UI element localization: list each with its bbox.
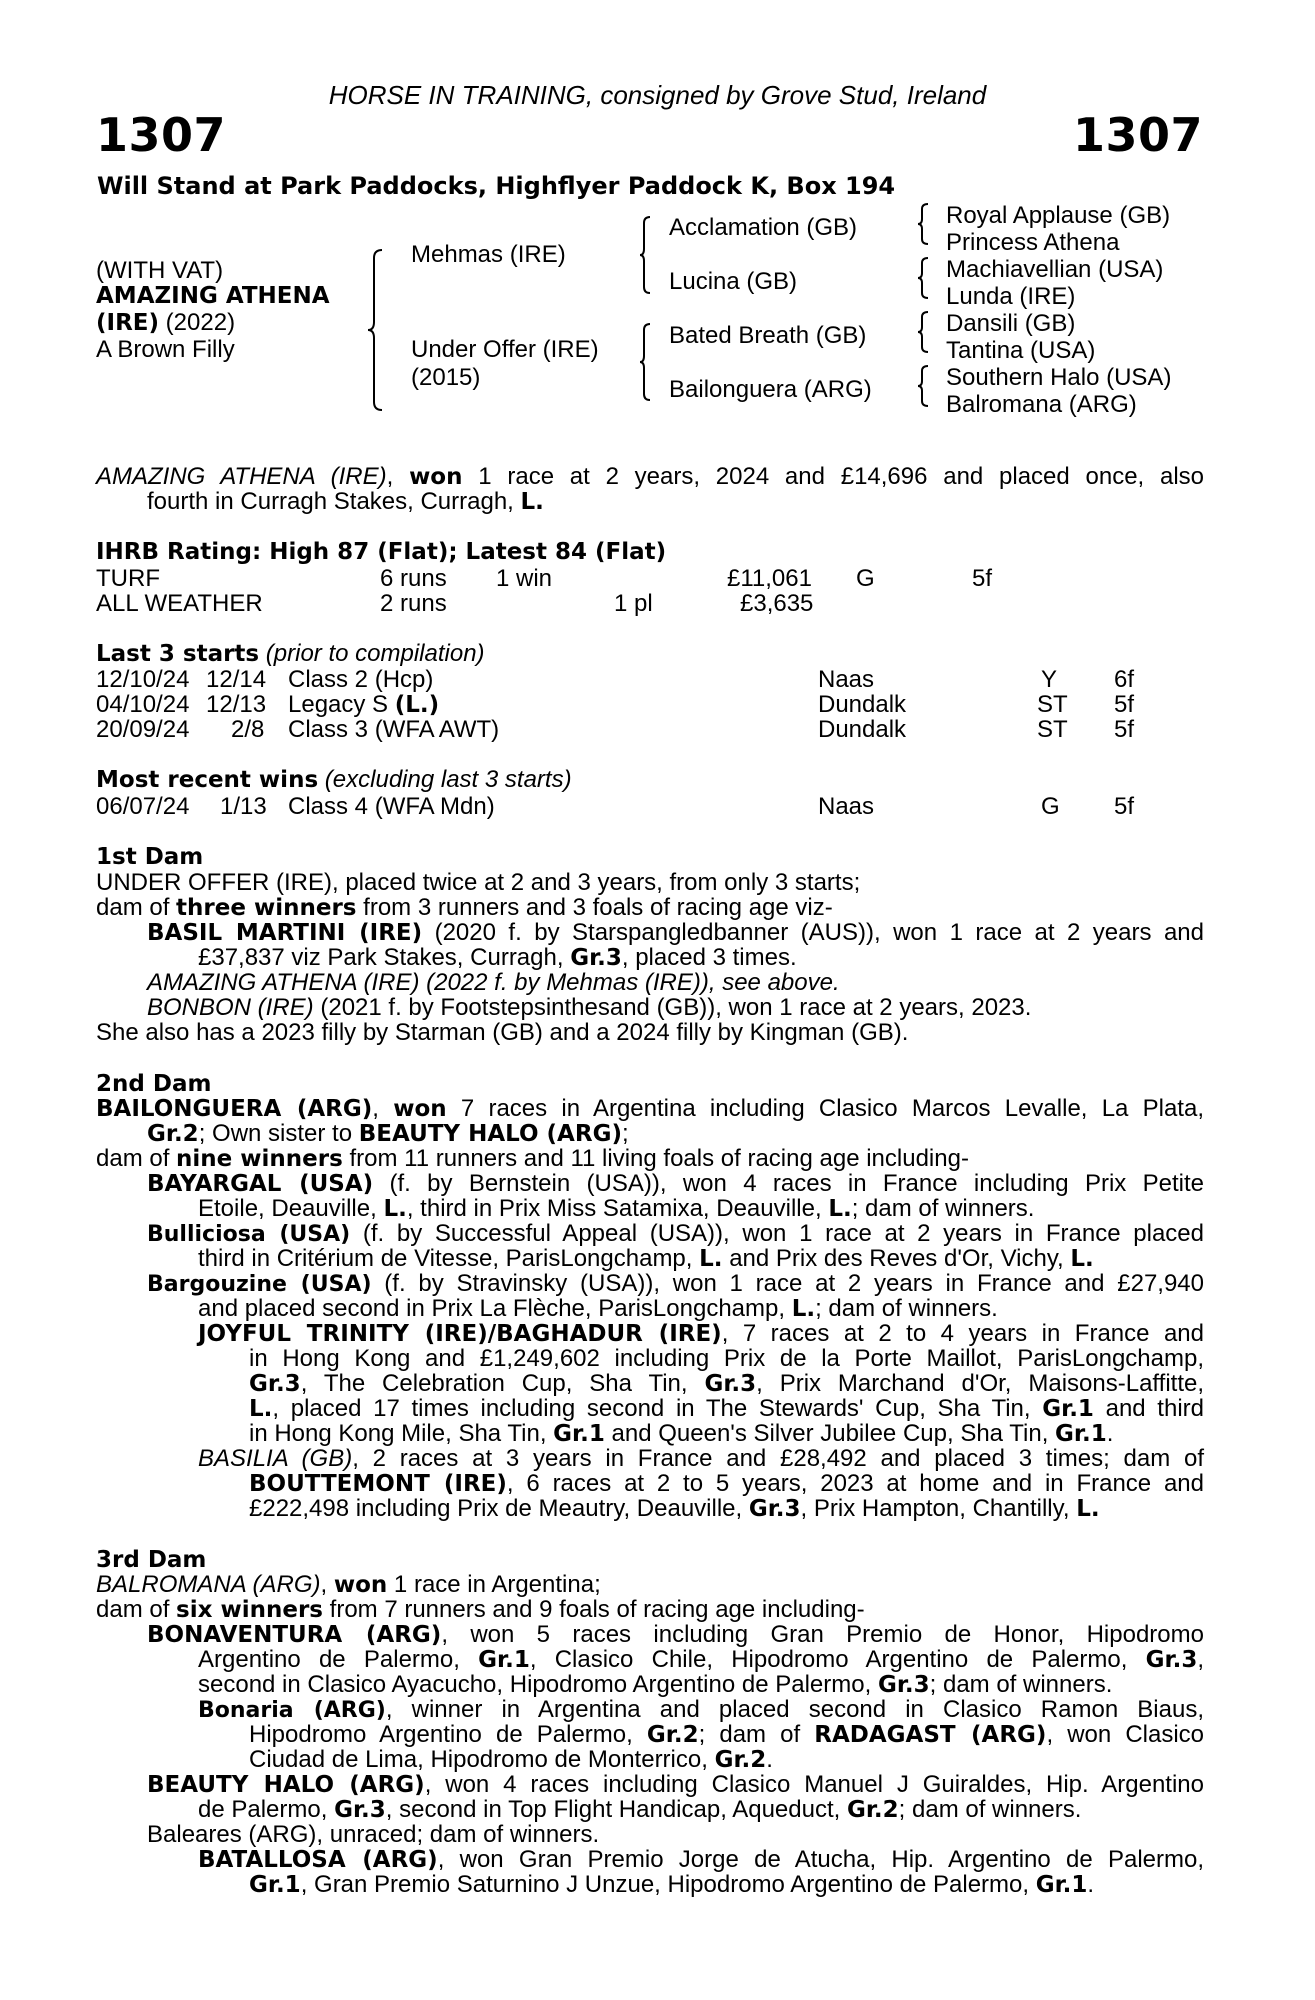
dam3-line: second in Clasico Ayacucho, Hipodromo Argentino de Palermo, Gr.3; dam of winners. xyxy=(198,1671,1113,1698)
win-race: Class 4 (WFA Mdn) xyxy=(288,793,495,820)
horse-origin: (IRE) (2022) xyxy=(96,309,236,336)
lot-number-left: 1307 xyxy=(96,108,227,162)
sire: Mehmas (IRE) xyxy=(411,241,566,268)
dam1-line: AMAZING ATHENA (IRE) (2022 f. by Mehmas (IRE)), see above. xyxy=(147,969,840,996)
summary-line-1: AMAZING ATHENA (IRE), won 1 race at 2 years, 2024 and £14,696 and placed once, also xyxy=(96,463,1204,490)
dam3-line: Gr.1, Gran Premio Saturnino J Unzue, Hipodromo Argentino de Palermo, Gr.1. xyxy=(249,1871,1095,1898)
pedigree-bracket-dam xyxy=(640,324,652,400)
dam2-line: £222,498 including Prix de Meautry, Deauville, Gr.3, Prix Hampton, Chantilly, L. xyxy=(249,1495,1100,1522)
win-dist: 5f xyxy=(1114,793,1135,820)
win-position: 1/13 xyxy=(220,793,267,820)
rating-prize: £11,061 xyxy=(727,565,812,592)
recent-wins-title: Most recent wins (excluding last 3 starts) xyxy=(96,766,572,793)
dam1-line: BONBON (IRE) (2021 f. by Footstepsinthesand (GB)), won 1 race at 2 years, 2023. xyxy=(147,994,1032,1021)
start-course: Dundalk xyxy=(818,716,907,743)
start-position: 12/13 xyxy=(206,691,267,718)
dam2-line: Etoile, Deauville, L., third in Prix Miss Satamixa, Deauville, L.; dam of winners. xyxy=(198,1195,1035,1222)
start-dist: 5f xyxy=(1114,691,1135,718)
dam2-line: Bargouzine (USA) (f. by Stravinsky (USA)), won 1 race at 2 years in France and £27,940 xyxy=(147,1270,1205,1297)
granddam-4: Balromana (ARG) xyxy=(946,391,1137,418)
horse-name: AMAZING ATHENA xyxy=(96,283,330,309)
rating-prize: £3,635 xyxy=(740,590,814,617)
grandsire-2: Machiavellian (USA) xyxy=(946,256,1164,283)
start-position: 12/14 xyxy=(206,666,267,693)
start-going: ST xyxy=(1037,716,1068,743)
win-going: G xyxy=(1041,793,1060,820)
dam-year: (2015) xyxy=(411,364,481,391)
dam3-line: BONAVENTURA (ARG), won 5 races including Gran Premio de Honor, Hipodromo xyxy=(147,1621,1204,1648)
pedigree-bracket-sire xyxy=(640,217,652,293)
start-course: Dundalk xyxy=(818,691,907,718)
dam1-line: dam of three winners from 3 runners and 3 foals of racing age viz- xyxy=(96,894,833,921)
dam: Under Offer (IRE) xyxy=(411,336,599,363)
dam2-line: dam of nine winners from 11 runners and 11 living foals of racing age including- xyxy=(96,1145,969,1172)
win-date: 06/07/24 xyxy=(96,793,190,820)
dam3-line: BATALLOSA (ARG), won Gran Premio Jorge de Atucha, Hip. Argentino de Palermo, xyxy=(198,1846,1205,1873)
dam2-line: Bulliciosa (USA) (f. by Successful Appeal (USA)), won 1 race at 2 years in France placed xyxy=(147,1220,1204,1247)
stand-location: Will Stand at Park Paddocks, Highflyer Paddock K, Box 194 xyxy=(97,172,896,200)
dam3-line: Baleares (ARG), unraced; dam of winners. xyxy=(147,1821,600,1848)
horse-description: A Brown Filly xyxy=(96,336,235,363)
dam3-line: BALROMANA (ARG), won 1 race in Argentina; xyxy=(96,1571,601,1598)
lot-number-right: 1307 xyxy=(1072,108,1203,162)
start-race: Legacy S (L.) xyxy=(288,691,440,718)
dam2-line: third in Critérium de Vitesse, ParisLongchamp, L. and Prix des Reves d'Or, Vichy, L. xyxy=(198,1245,1094,1272)
dam2-line: Gr.3, The Celebration Cup, Sha Tin, Gr.3, Prix Marchand d'Or, Maisons-Laffitte, xyxy=(249,1370,1205,1397)
grandsire-3: Dansili (GB) xyxy=(946,310,1076,337)
start-dist: 5f xyxy=(1114,716,1135,743)
start-race: Class 3 (WFA AWT) xyxy=(288,716,500,743)
consignment-heading: HORSE IN TRAINING, consigned by Grove Stud, Ireland xyxy=(328,80,987,110)
dam2-line: BAILONGUERA (ARG), won 7 races in Argentina including Clasico Marcos Levalle, La Plata, xyxy=(96,1095,1204,1122)
pedigree-bracket-g1 xyxy=(918,204,930,244)
dam1-line: UNDER OFFER (IRE), placed twice at 2 and 3 years, from only 3 starts; xyxy=(96,869,861,896)
pedigree-bracket-g2 xyxy=(918,258,930,298)
sire-dam: Lucina (GB) xyxy=(669,268,798,295)
rating-title: IHRB Rating: High 87 (Flat); Latest 84 (Flat) xyxy=(96,539,667,565)
start-going: Y xyxy=(1041,666,1058,693)
grandsire-4: Southern Halo (USA) xyxy=(946,364,1172,391)
dam3-line: dam of six winners from 7 runners and 9 foals of racing age including- xyxy=(96,1596,865,1623)
dam2-line: and placed second in Prix La Flèche, ParisLongchamp, L.; dam of winners. xyxy=(198,1295,998,1322)
rating-runs: 6 runs xyxy=(380,565,447,592)
start-course: Naas xyxy=(818,666,875,693)
dam3-line: Hipodromo Argentino de Palermo, Gr.2; dam of RADAGAST (ARG), won Clasico xyxy=(249,1721,1205,1748)
dam3-line: BEAUTY HALO (ARG), won 4 races including Clasico Manuel J Guiraldes, Hip. Argentino xyxy=(147,1771,1204,1798)
summary-line-2: fourth in Curragh Stakes, Curragh, L. xyxy=(147,488,544,515)
granddam-1: Princess Athena xyxy=(946,229,1120,256)
start-dist: 6f xyxy=(1114,666,1135,693)
dam-dam: Bailonguera (ARG) xyxy=(669,376,872,403)
dam3-line: Argentino de Palermo, Gr.1, Clasico Chile, Hipodromo Argentino de Palermo, Gr.3, xyxy=(198,1646,1204,1673)
start-race: Class 2 (Hcp) xyxy=(288,666,434,693)
vat-label: (WITH VAT) xyxy=(96,257,224,284)
granddam-3: Tantina (USA) xyxy=(946,337,1096,364)
pedigree-bracket-g4 xyxy=(918,366,930,406)
dam1-line: BASIL MARTINI (IRE) (2020 f. by Starspangledbanner (AUS)), won 1 race at 2 years and xyxy=(147,919,1204,946)
rating-dist: 5f xyxy=(972,565,993,592)
dam2-line: BOUTTEMONT (IRE), 6 races at 2 to 5 years, 2023 at home and in France and xyxy=(249,1470,1205,1497)
pedigree-bracket-main xyxy=(370,250,386,410)
dam3-line: Ciudad de Lima, Hipodromo de Monterrico, Gr.2. xyxy=(249,1746,773,1773)
start-date: 04/10/24 xyxy=(96,691,190,718)
start-going: ST xyxy=(1037,691,1068,718)
dam2-line: in Hong Kong Mile, Sha Tin, Gr.1 and Queen's Silver Jubilee Cup, Sha Tin, Gr.1. xyxy=(249,1420,1114,1447)
dam2-line: BAYARGAL (USA) (f. by Bernstein (USA)), won 4 races in France including Prix Petite xyxy=(147,1170,1204,1197)
dam2-line: BASILIA (GB), 2 races at 3 years in France and £28,492 and placed 3 times; dam of xyxy=(198,1445,1204,1472)
dam2-line: Gr.2; Own sister to BEAUTY HALO (ARG); xyxy=(147,1120,629,1147)
rating-surface: ALL WEATHER xyxy=(96,590,263,617)
rating-placed: 1 pl xyxy=(614,590,653,617)
start-date: 12/10/24 xyxy=(96,666,190,693)
dam1-line: She also has a 2023 filly by Starman (GB) and a 2024 filly by Kingman (GB). xyxy=(96,1019,909,1046)
dam2-line: in Hong Kong and £1,249,602 including Prix de la Porte Maillot, ParisLongchamp, xyxy=(249,1345,1204,1372)
grandsire-1: Royal Applause (GB) xyxy=(946,202,1171,229)
dam2-title: 2nd Dam xyxy=(96,1071,212,1097)
sire-sire: Acclamation (GB) xyxy=(669,214,858,241)
rating-runs: 2 runs xyxy=(380,590,447,617)
start-date: 20/09/24 xyxy=(96,716,190,743)
rating-wins: 1 win xyxy=(496,565,553,592)
dam3-title: 3rd Dam xyxy=(96,1547,207,1573)
rating-going: G xyxy=(856,565,875,592)
win-course: Naas xyxy=(818,793,875,820)
dam2-line: JOYFUL TRINITY (IRE)/BAGHADUR (IRE), 7 races at 2 to 4 years in France and xyxy=(198,1320,1205,1347)
granddam-2: Lunda (IRE) xyxy=(946,283,1076,310)
pedigree-bracket-g3 xyxy=(918,312,930,352)
dam3-line: Bonaria (ARG), winner in Argentina and placed second in Clasico Ramon Biaus, xyxy=(198,1696,1204,1723)
dam1-line: £37,837 viz Park Stakes, Curragh, Gr.3, placed 3 times. xyxy=(198,944,797,971)
dam2-line: L., placed 17 times including second in The Stewards' Cup, Sha Tin, Gr.1 and third xyxy=(249,1395,1204,1422)
dam-sire: Bated Breath (GB) xyxy=(669,322,867,349)
rating-surface: TURF xyxy=(96,565,160,592)
last3-title: Last 3 starts (prior to compilation) xyxy=(96,640,485,667)
start-position: 2/8 xyxy=(231,716,265,743)
dam1-title: 1st Dam xyxy=(96,844,204,870)
dam3-line: de Palermo, Gr.3, second in Top Flight Handicap, Aqueduct, Gr.2; dam of winners. xyxy=(198,1796,1082,1823)
